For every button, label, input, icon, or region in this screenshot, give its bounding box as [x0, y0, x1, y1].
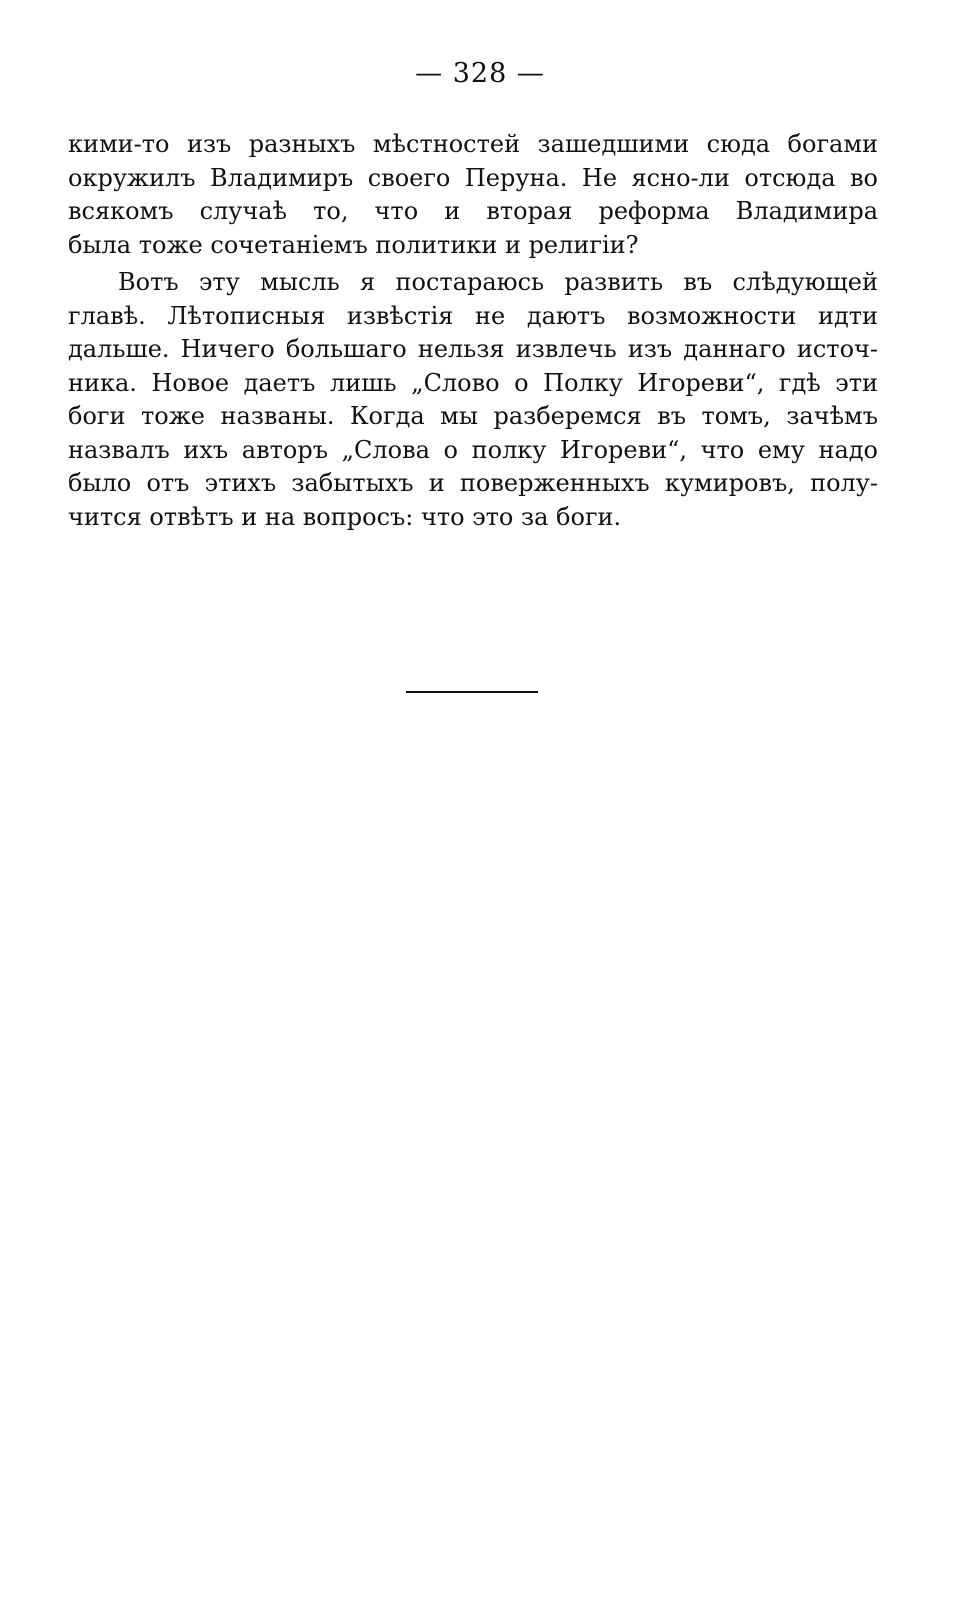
text-line: боги тоже названы. Когда мы разберемся въ томъ, зачѣмъ: [68, 402, 878, 430]
text-line: главѣ. Лѣтописныя извѣстія не даютъ возможности идти: [68, 301, 878, 330]
text-line: было отъ этихъ забытыхъ и поверженныхъ кумировъ, полу-: [68, 469, 878, 497]
page-number: — 328 —: [415, 58, 545, 89]
text-line: была тоже сочетаніемъ политики и религіи?: [68, 230, 639, 259]
text-line: всякомъ случаѣ то, что и вторая реформа Владимира: [68, 197, 878, 225]
paragraph-1: [68, 128, 878, 262]
text-line: дальше. Ничего большаго нельзя извлечь изъ даннаго источ-: [68, 335, 878, 363]
text-line: кими-то изъ разныхъ мѣстностей зашедшими сюда богами: [68, 130, 878, 158]
text-line: чится отвѣтъ и на вопросъ: что это за боги.: [68, 502, 622, 531]
paragraph-2: [68, 266, 878, 534]
section-divider: [406, 691, 538, 693]
text-line: Вотъ эту мысль я постараюсь развить въ слѣдующей: [118, 268, 878, 296]
text-line: окружилъ Владимиръ своего Перуна. Не ясно-ли отсюда во: [68, 163, 878, 192]
text-line: ника. Новое даетъ лишь „Слово о Полку Игореви“, гдѣ эти: [68, 368, 878, 397]
text-line: назвалъ ихъ авторъ „Слова о полку Игореви“, что ему надо: [68, 435, 878, 464]
body-text: [68, 128, 878, 534]
